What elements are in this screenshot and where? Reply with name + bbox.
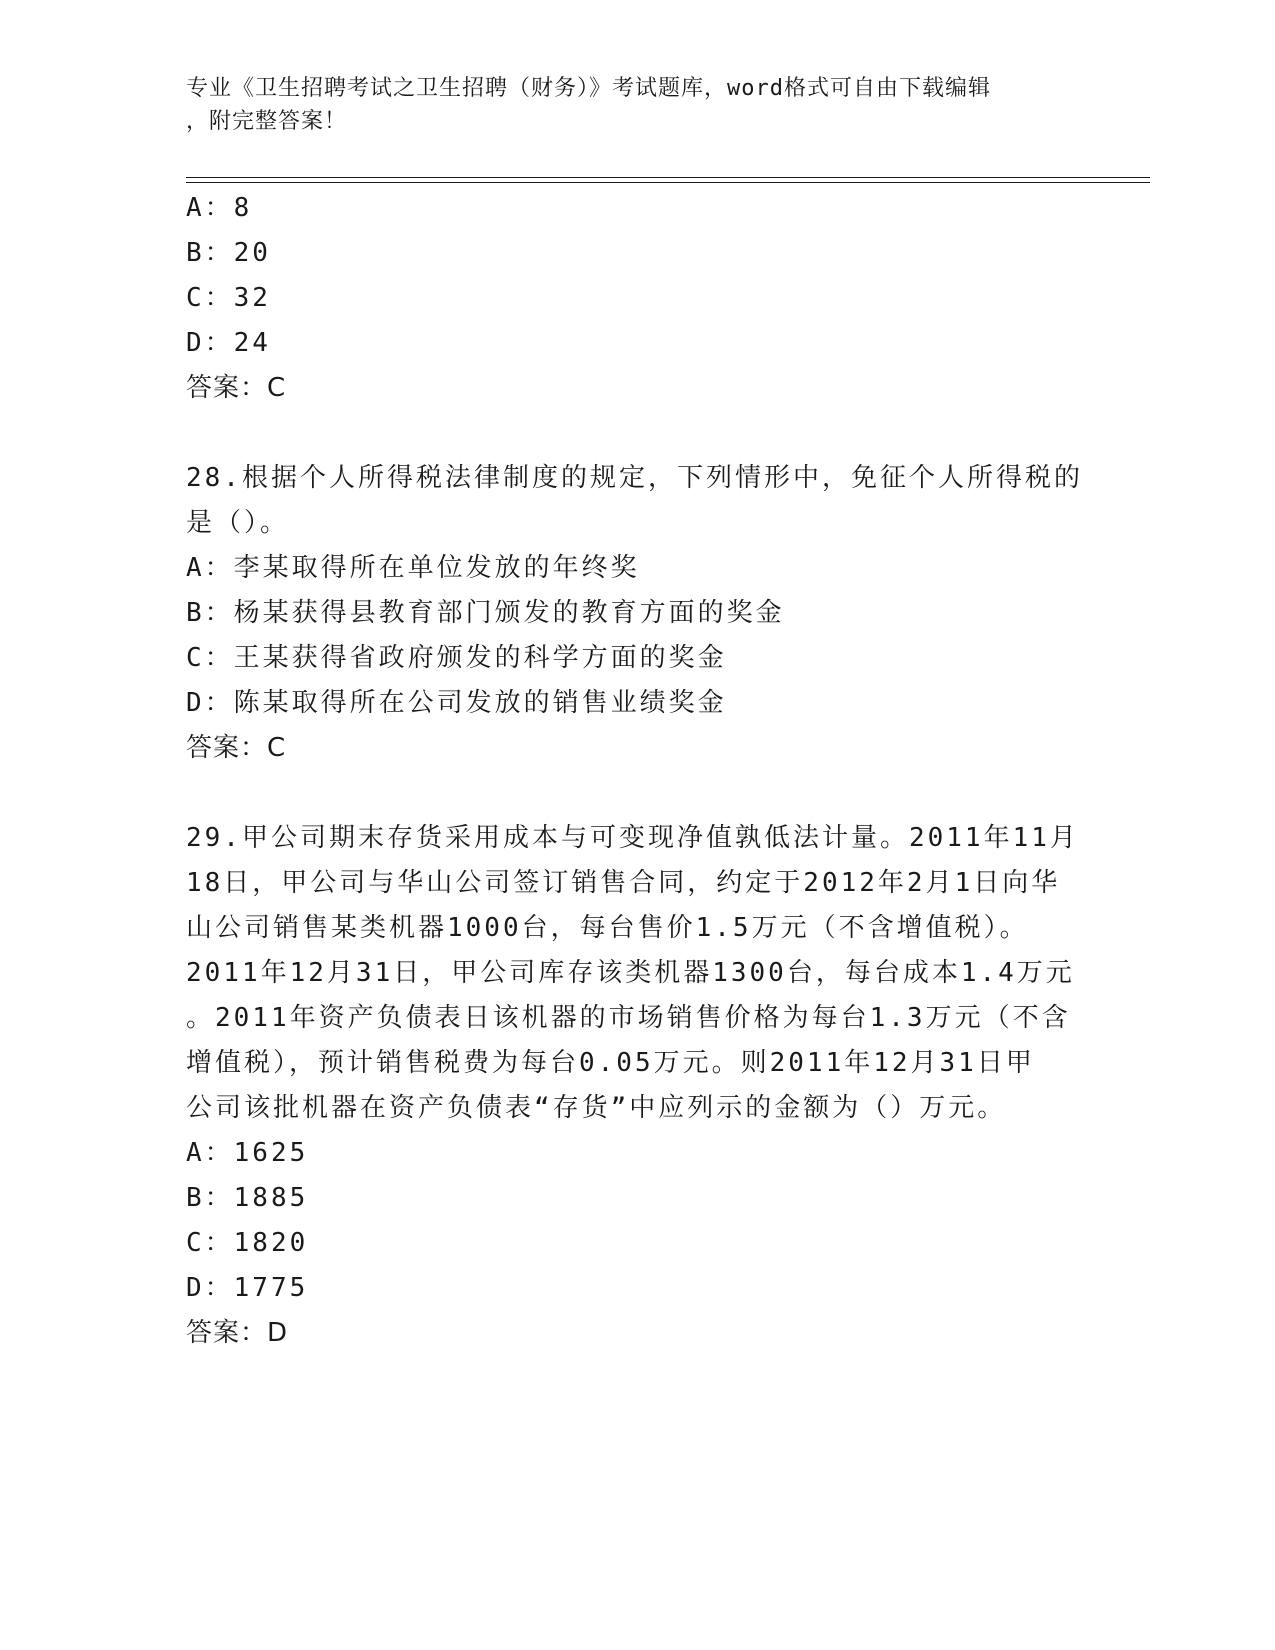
q29-stem-line-5: 。2011年资产负债表日该机器的市场销售价格为每台1.3万元（不含	[186, 1003, 1071, 1033]
q29-option-d: D：1775	[186, 1273, 309, 1303]
q29-option-c: C：1820	[186, 1228, 309, 1258]
q28-option-a: A：李某取得所在单位发放的年终奖	[186, 553, 640, 583]
q29-option-a: A：1625	[186, 1138, 309, 1168]
header-line-1: 专业《卫生招聘考试之卫生招聘（财务）》考试题库，word格式可自由下载编辑	[186, 76, 991, 101]
q27-option-d: D：24	[186, 328, 271, 358]
q28-option-d: D：陈某取得所在公司发放的销售业绩奖金	[186, 688, 727, 718]
q27-option-c: C：32	[186, 283, 271, 313]
q27-option-b: B：20	[186, 238, 271, 268]
q29-stem-line-2: 18日，甲公司与华山公司签订销售合同，约定于2012年2月1日向华	[186, 868, 1061, 898]
header-divider-top	[186, 177, 1150, 178]
q29-stem-line-4: 2011年12月31日，甲公司库存该类机器1300台，每台成本1.4万元	[186, 958, 1075, 988]
q29-stem-line-7: 公司该批机器在资产负债表“存货”中应列示的金额为（）万元。	[186, 1093, 1007, 1123]
q27-answer: 答案：C	[186, 373, 287, 403]
q29-answer: 答案：D	[186, 1318, 289, 1348]
q29-stem-line-1: 29.甲公司期末存货采用成本与可变现净值孰低法计量。2011年11月	[186, 823, 1079, 853]
q29-stem-line-3: 山公司销售某类机器1000台，每台售价1.5万元（不含增值税）。	[186, 913, 1029, 943]
q29-stem-line-6: 增值税），预计销售税费为每台0.05万元。则2011年12月31日甲	[186, 1048, 1035, 1078]
q27-option-a: A：8	[186, 193, 253, 223]
q29-option-b: B：1885	[186, 1183, 309, 1213]
q28-option-c: C：王某获得省政府颁发的科学方面的奖金	[186, 643, 727, 673]
q28-answer: 答案：C	[186, 733, 287, 763]
q28-stem-line-2: 是（）。	[186, 508, 290, 538]
header-line-2: ，附完整答案！	[186, 109, 348, 134]
header-divider-bottom	[186, 182, 1150, 183]
q28-stem-line-1: 28.根据个人所得税法律制度的规定，下列情形中，免征个人所得税的	[186, 463, 1083, 493]
q28-option-b: B：杨某获得县教育部门颁发的教育方面的奖金	[186, 598, 785, 628]
document-header	[186, 72, 1066, 138]
